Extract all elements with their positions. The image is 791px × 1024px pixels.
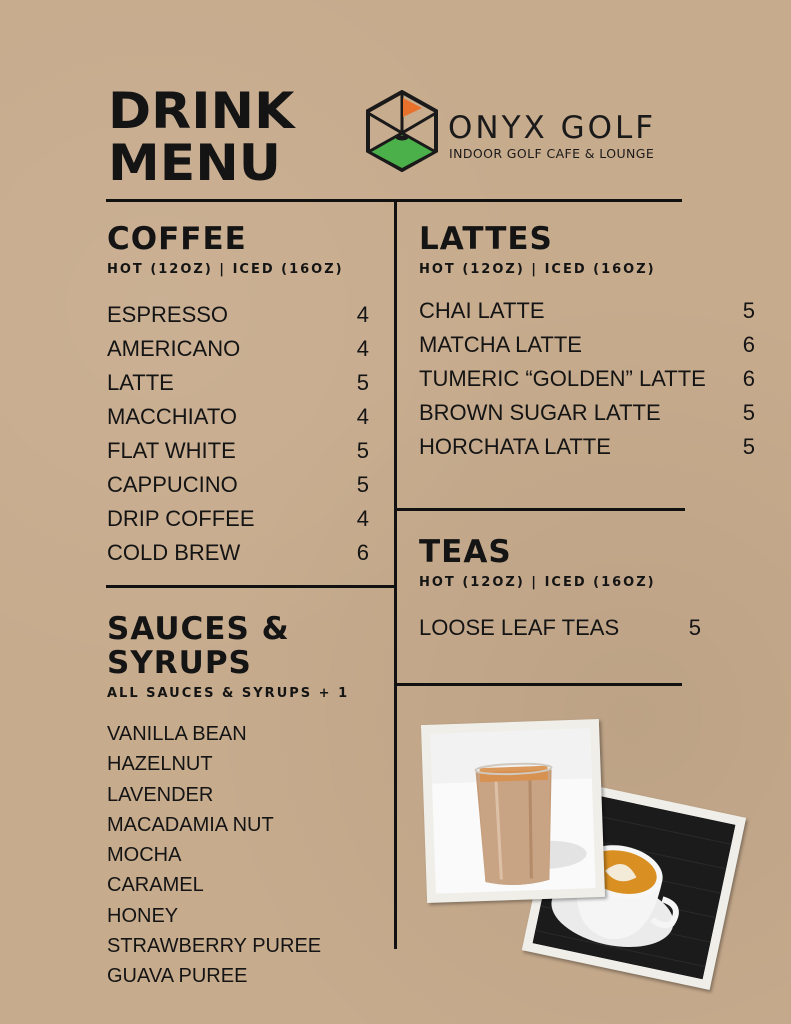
list-item xyxy=(419,396,755,430)
item-name: MACCHIATO xyxy=(107,404,237,429)
list-item: GUAVA PUREE xyxy=(107,965,248,988)
item-name: ESPRESSO xyxy=(107,302,229,327)
item-name: BROWN SUGAR LATTE xyxy=(419,400,661,425)
menu-title-line2: MENU xyxy=(108,134,282,192)
teas-subheading: HOT (12OZ) | ICED (16OZ) xyxy=(419,575,656,590)
item-price: 4 xyxy=(356,506,369,531)
item-name: TUMERIC “GOLDEN” LATTE xyxy=(419,366,706,391)
list-item xyxy=(419,430,755,464)
item-price: 5 xyxy=(356,472,369,497)
list-item: VANILLA BEAN xyxy=(107,723,247,745)
list-item xyxy=(107,468,369,502)
list-item xyxy=(107,332,369,366)
item-price: 5 xyxy=(356,370,369,395)
item-name: AMERICANO xyxy=(107,336,241,361)
list-item xyxy=(419,362,755,396)
lattes-heading: LATTES xyxy=(419,221,553,257)
sauces-heading-line1: SAUCES & xyxy=(107,611,290,647)
coffee-subheading: HOT (12OZ) | ICED (16OZ) xyxy=(107,262,344,277)
sauces-list xyxy=(107,719,392,992)
item-price: 5 xyxy=(688,615,701,640)
item-price: 5 xyxy=(356,438,369,463)
list-item xyxy=(107,502,369,536)
list-item xyxy=(107,434,369,468)
teas-divider xyxy=(395,683,682,686)
item-price: 6 xyxy=(742,332,755,357)
item-price: 5 xyxy=(742,400,755,425)
item-price: 4 xyxy=(356,404,369,429)
list-item: HONEY xyxy=(107,904,179,927)
sauces-heading-line2: SYRUPS xyxy=(107,645,252,681)
logo-name: ONYX GOLF xyxy=(448,110,657,146)
item-price: 6 xyxy=(356,540,369,565)
item-name: HORCHATA LATTE xyxy=(419,434,611,459)
logo-tagline: INDOOR GOLF CAFE & LOUNGE xyxy=(449,146,655,161)
list-item: MOCHA xyxy=(107,844,182,867)
sauces-section xyxy=(107,612,392,992)
item-name: MATCHA LATTE xyxy=(419,332,582,357)
lattes-subheading: HOT (12OZ) | ICED (16OZ) xyxy=(419,262,656,277)
center-divider xyxy=(394,199,397,949)
teas-heading: TEAS xyxy=(419,534,512,570)
item-name: LOOSE LEAF TEAS xyxy=(419,615,620,640)
teas-list xyxy=(419,611,701,645)
list-item xyxy=(419,611,701,645)
lattes-divider xyxy=(395,508,685,511)
list-item xyxy=(107,536,369,570)
item-name: LATTE xyxy=(107,370,174,395)
item-price: 5 xyxy=(742,298,755,323)
list-item xyxy=(107,298,369,332)
lattes-list xyxy=(419,294,755,464)
coffee-list xyxy=(107,298,369,570)
sauces-subheading: ALL SAUCES & SYRUPS + 1 xyxy=(107,686,350,701)
item-price: 5 xyxy=(742,434,755,459)
list-item: STRAWBERRY PUREE xyxy=(107,935,322,958)
item-name: DRIP COFFEE xyxy=(107,506,255,531)
coffee-heading: COFFEE xyxy=(107,221,247,257)
iced-latte-photo xyxy=(421,719,605,903)
list-item xyxy=(107,400,369,434)
list-item xyxy=(419,294,755,328)
list-item: HAZELNUT xyxy=(107,753,213,776)
item-price: 4 xyxy=(356,336,369,361)
coffee-divider xyxy=(106,585,395,588)
onyx-golf-logo-icon xyxy=(366,90,438,172)
item-price: 6 xyxy=(742,366,755,391)
list-item: CARAMEL xyxy=(107,874,204,897)
item-name: CAPPUCINO xyxy=(107,472,238,497)
menu-title-line1: DRINK xyxy=(108,82,295,140)
list-item xyxy=(107,366,369,400)
item-name: FLAT WHITE xyxy=(107,438,236,463)
list-item: LAVENDER xyxy=(107,783,214,806)
lattes-section xyxy=(419,222,755,464)
item-name: CHAI LATTE xyxy=(419,298,545,323)
item-price: 4 xyxy=(356,302,369,327)
teas-section xyxy=(419,535,701,645)
item-name: COLD BREW xyxy=(107,540,241,565)
list-item: MACADAMIA NUT xyxy=(107,813,274,836)
coffee-section xyxy=(107,222,369,570)
list-item xyxy=(419,328,755,362)
